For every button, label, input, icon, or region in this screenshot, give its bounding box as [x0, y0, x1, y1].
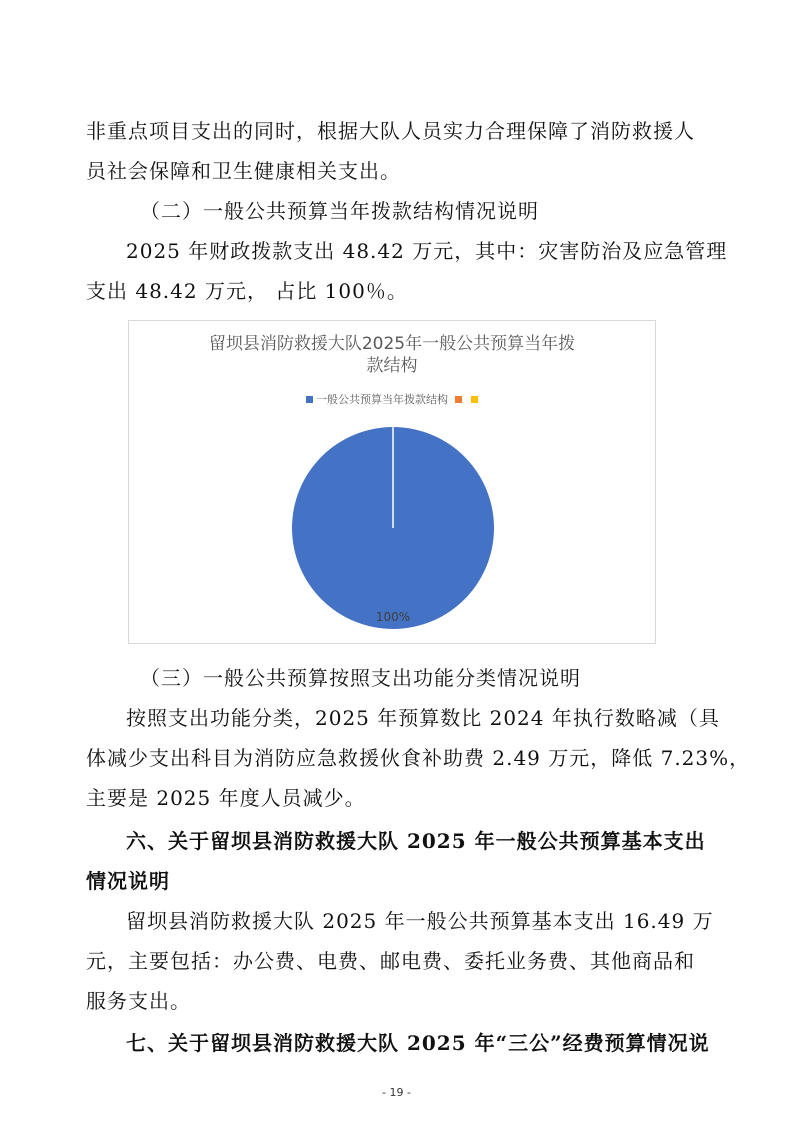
section-heading-6: 六、关于留坝县消防救援大队 2025 年一般公共预算基本支出: [126, 829, 706, 853]
paragraph-line: 员社会保障和卫生健康相关支出。: [86, 159, 401, 183]
paragraph-line: 2025 年财政拨款支出 48.42 万元，其中：灾害防治及应急管理: [126, 239, 728, 263]
paragraph-line: 元，主要包括：办公费、电费、邮电费、委托业务费、其他商品和: [86, 949, 695, 973]
pie-data-label: 100%: [375, 610, 411, 624]
paragraph-line: 主要是 2025 年度人员减少。: [86, 786, 366, 810]
paragraph-line: 非重点项目支出的同时，根据大队人员实力合理保障了消防救援人: [86, 119, 695, 143]
section-heading-3: （三）一般公共预算按照支出功能分类情况说明: [140, 666, 581, 690]
paragraph-line: 体减少支出科目为消防应急救援伙食补助费 2.49 万元，降低 7.23%，: [86, 746, 751, 770]
paragraph-line: 按照支出功能分类，2025 年预算数比 2024 年执行数略减（具: [126, 706, 720, 730]
legend-label: 一般公共预算当年拨款结构: [316, 393, 448, 406]
chart-title-line1: 留坝县消防救援大队2025年一般公共预算当年拨: [208, 334, 576, 354]
paragraph-line: 留坝县消防救援大队 2025 年一般公共预算基本支出 16.49 万: [126, 909, 714, 933]
section-heading-7: 七、关于留坝县消防救援大队 2025 年“三公”经费预算情况说: [126, 1031, 710, 1055]
section-heading-2: （二）一般公共预算当年拨款结构情况说明: [140, 199, 539, 223]
page-number: - 19 -: [382, 1086, 411, 1099]
pie-plot-area: [129, 321, 655, 643]
paragraph-line: 支出 48.42 万元， 占比 100％。: [86, 279, 408, 303]
chart-title-line2: 款结构: [366, 356, 418, 376]
paragraph-line: 服务支出。: [86, 989, 191, 1013]
section-heading-6-cont: 情况说明: [86, 869, 170, 893]
pie-chart: [128, 320, 656, 644]
